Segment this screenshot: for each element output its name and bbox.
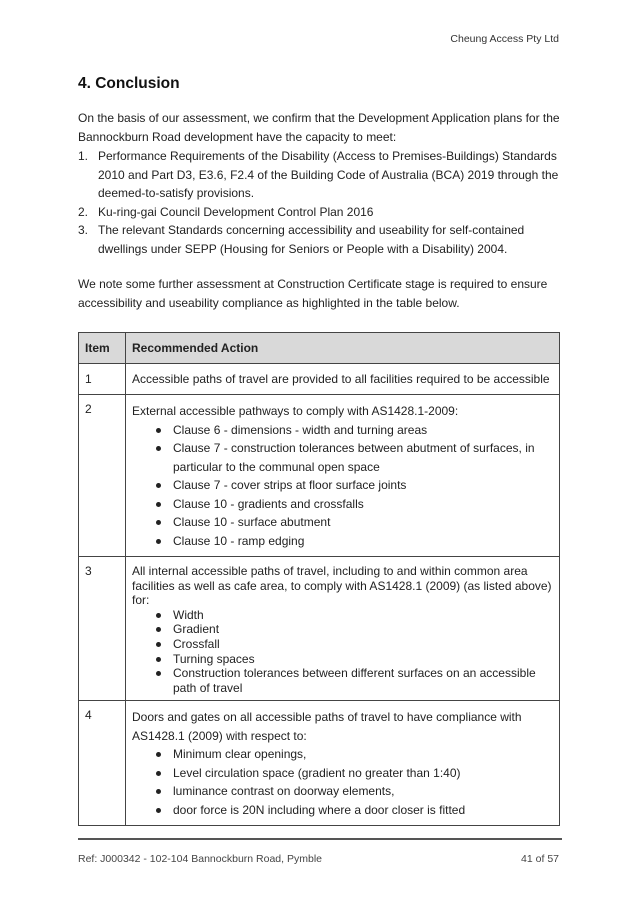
- bullet-item: Turning spaces: [156, 652, 553, 667]
- recommendations-table: [78, 332, 560, 826]
- bullet-item: Clause 6 - dimensions - width and turning areas: [156, 421, 553, 440]
- table-row: [79, 364, 560, 395]
- bullet-item: luminance contrast on doorway elements,: [156, 782, 553, 801]
- action-text: All internal accessible paths of travel, including to and within common area facilities as well as cafe area, to comply with AS1428.1 (2009) (as listed above) for:: [132, 564, 552, 608]
- bullet-item: Crossfall: [156, 637, 553, 652]
- intro-paragraph: On the basis of our assessment, we confirm that the Development Application plans for the Bannockburn Road development have the capacity to meet:: [78, 111, 560, 144]
- bullet-item: Clause 7 - construction tolerances between abutment of surfaces, in particular to the communal open space: [156, 439, 553, 476]
- list-number: 1.: [78, 149, 89, 163]
- list-item: [78, 203, 562, 222]
- action-cell: [126, 364, 560, 395]
- bullet-item: Minimum clear openings,: [156, 745, 553, 764]
- footer-reference: Ref: J000342 - 102-104 Bannockburn Road, Pymble: [78, 853, 322, 865]
- action-cell: [126, 557, 560, 701]
- action-cell: [126, 395, 560, 557]
- table-row: [79, 557, 560, 701]
- table-row: [79, 701, 560, 826]
- bullet-item: Level circulation space (gradient no greater than 1:40): [156, 764, 553, 783]
- item-number: 1: [79, 364, 126, 395]
- action-text: Doors and gates on all accessible paths of travel to have compliance with AS1428.1 (2009) with respect to:: [132, 710, 522, 743]
- item-number: 4: [79, 701, 126, 826]
- header-recommended-action: Recommended Action: [126, 333, 560, 364]
- header-item: Item: [79, 333, 126, 364]
- action-cell: [126, 701, 560, 826]
- list-number: 3.: [78, 223, 89, 237]
- bullet-item: Clause 7 - cover strips at floor surface joints: [156, 476, 553, 495]
- action-text: External accessible pathways to comply with AS1428.1-2009:: [132, 404, 459, 418]
- section-heading: 4. Conclusion: [78, 75, 180, 92]
- bullet-item: Gradient: [156, 622, 553, 637]
- bullet-list: [132, 421, 553, 551]
- footer-divider: [78, 838, 562, 840]
- bullet-item: Clause 10 - gradients and crossfalls: [156, 495, 553, 514]
- list-item: [78, 221, 562, 258]
- bullet-item: Clause 10 - ramp edging: [156, 532, 553, 551]
- list-text: The relevant Standards concerning accessibility and useability for self-contained dwellings under SEPP (Housing for Seniors or People with a Disability) 2004.: [98, 223, 525, 256]
- compliance-list: [78, 147, 562, 258]
- table-header-row: [79, 333, 560, 364]
- page-number: 41 of 57: [521, 853, 559, 865]
- list-item: [78, 147, 562, 203]
- bullet-item: Construction tolerances between different surfaces on an accessible path of travel: [156, 666, 553, 695]
- action-text: Accessible paths of travel are provided to all facilities required to be accessible: [132, 371, 550, 386]
- list-text: Ku-ring-gai Council Development Control Plan 2016: [98, 204, 374, 219]
- bullet-list: [132, 745, 553, 819]
- table-row: [79, 395, 560, 557]
- header-company-name: Cheung Access Pty Ltd: [450, 33, 559, 45]
- item-number: 3: [79, 557, 126, 701]
- list-number: 2.: [78, 204, 89, 219]
- bullet-item: Width: [156, 608, 553, 623]
- list-text: Performance Requirements of the Disability (Access to Premises-Buildings) Standards 2010 and Part D3, E3.6, F2.4 of the Building Code of Australia (BCA) 2019 through the deemed-to-satisfy provisions.: [98, 149, 559, 200]
- bullet-list: [132, 608, 553, 696]
- item-number: 2: [79, 395, 126, 557]
- bullet-item: door force is 20N including where a door closer is fitted: [156, 801, 553, 820]
- note-paragraph: We note some further assessment at Construction Certificate stage is required to ensure accessibility and useability compliance as highlighted in the table below.: [78, 277, 548, 310]
- bullet-item: Clause 10 - surface abutment: [156, 513, 553, 532]
